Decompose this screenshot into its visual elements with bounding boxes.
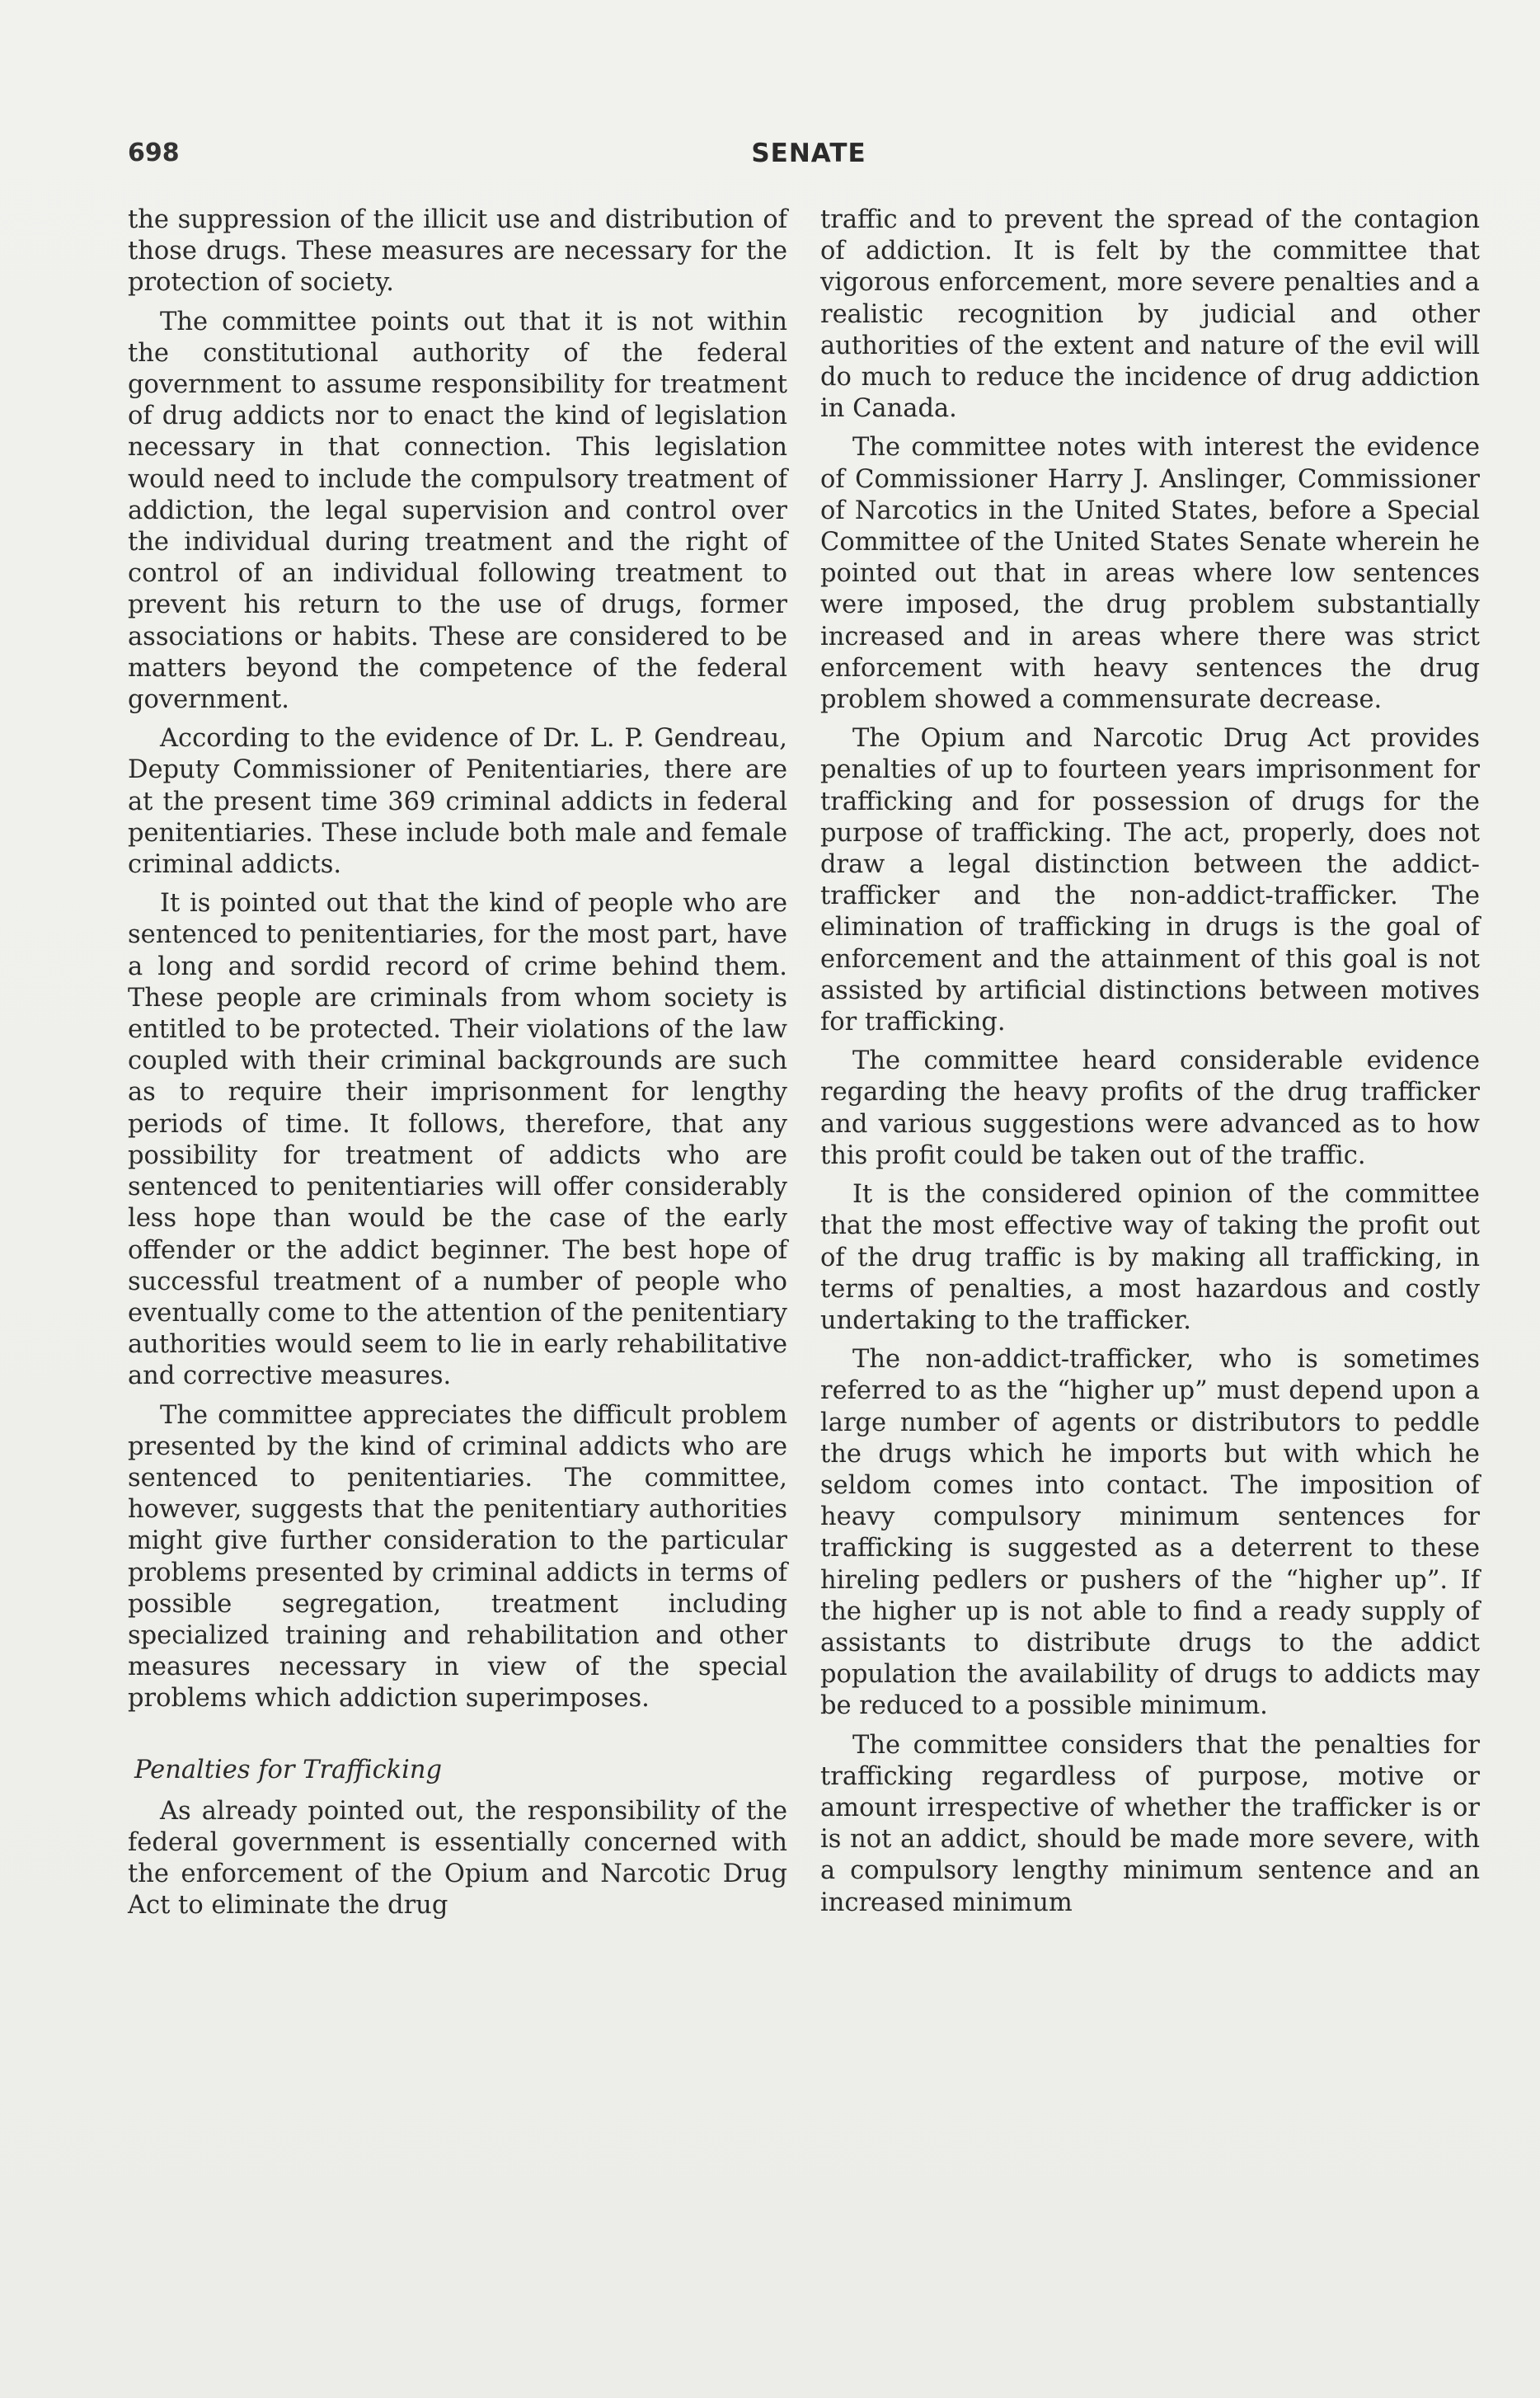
paragraph: According to the evidence of Dr. L. P. Gendreau, Deputy Commissioner of Penitentiaries, there are at the present time 369 criminal addicts in federal penitentiaries. These include both male and female criminal addicts. xyxy=(128,724,787,880)
paragraph: The committee points out that it is not within the constitutional authority of the federal government to assume responsibility for treatment of drug addicts nor to enact the kind of legislation necessary in that connection. This legislation would need to include the compulsory treatment of addiction, the legal supervision and control over the individual during treatment and the right of control of an individual following treatment to prevent his return to the use of drugs, former associations or habits. These are considered to be matters beyond the competence of the federal government. xyxy=(128,307,787,715)
paragraph: traffic and to prevent the spread of the contagion of addiction. It is felt by the committee that vigorous enforcement, more severe penalties and a realistic recognition by judicial and other authorities of the extent and nature of the evil will do much to reduce the incidence of drug addiction in Canada. xyxy=(820,205,1480,424)
paragraph: The committee heard considerable evidence regarding the heavy profits of the drug trafficker and various suggestions were advanced as to how this profit could be taken out of the traffic. xyxy=(820,1046,1480,1170)
paragraph: As already pointed out, the responsibility of the federal government is essentially concerned with the enforcement of the Opium and Narcotic Drug Act to eliminate the drug xyxy=(128,1796,787,1921)
page-header xyxy=(128,139,1490,175)
paragraph: It is pointed out that the kind of people who are sentenced to penitentiaries, for the most part, have a long and sordid record of crime behind them. These people are criminals from whom society is entitled to be protected. Their violations of the law coupled with their criminal backgrounds are such as to require their imprisonment for lengthy periods of time. It follows, therefore, that any possibility for treatment of addicts who are sentenced to penitentiaries will offer considerably less hope than would be the case of the early offender or the addict beginner. The best hope of successful treatment of a number of people who eventually come to the attention of the penitentiary authorities would seem to lie in early rehabilitative and corrective measures. xyxy=(128,889,787,1391)
section-heading: Penalties for Trafficking xyxy=(134,1755,443,1784)
page-number: 698 xyxy=(128,139,180,167)
right-column xyxy=(820,205,1480,1926)
running-head: SENATE xyxy=(751,139,866,168)
paragraph: The committee considers that the penalties for trafficking regardless of purpose, motive or amount irrespective of whether the trafficker is or is not an addict, should be made more severe, with a compulsory lengthy minimum sentence and an increased minimum xyxy=(820,1730,1480,1917)
paragraph: the suppression of the illicit use and distribution of those drugs. These measures are necessary for the protection of society. xyxy=(128,205,787,298)
paragraph: It is the considered opinion of the committee that the most effective way of taking the profit out of the drug traffic is by making all trafficking, in terms of penalties, a most hazardous and costly undertaking to the trafficker. xyxy=(820,1180,1480,1335)
left-column xyxy=(128,205,787,1929)
paragraph: The Opium and Narcotic Drug Act provides penalties of up to fourteen years imprisonment for trafficking and for possession of drugs for the purpose of trafficking. The act, properly, does not draw a legal distinction between the addict-trafficker and the non-addict-trafficker. The elimination of trafficking in drugs is the goal of enforcement and the attainment of this goal is not assisted by artificial distinctions between motives for trafficking. xyxy=(820,724,1480,1037)
paragraph: The non-addict-trafficker, who is sometimes referred to as the “higher up” must depend upon a large number of agents or distributors to peddle the drugs which he imports but with which he seldom comes into contact. The imposition of heavy compulsory minimum sentences for trafficking is suggested as a deterrent to these hireling pedlers or pushers of the “higher up”. If the higher up is not able to find a ready supply of assistants to distribute drugs to the addict population the availability of drugs to addicts may be reduced to a possible minimum. xyxy=(820,1345,1480,1721)
paragraph: The committee notes with interest the evidence of Commissioner Harry J. Anslinger, Commissioner of Narcotics in the United States, before a Special Committee of the United States Senate wherein he pointed out that in areas where low sentences were imposed, the drug problem substantially increased and in areas where there was strict enforcement with heavy sentences the drug problem showed a commensurate decrease. xyxy=(820,433,1480,715)
paragraph: The committee appreciates the difficult problem presented by the kind of criminal addicts who are sentenced to penitentiaries. The committee, however, suggests that the penitentiary authorities might give further consideration to the particular problems presented by criminal addicts in terms of possible segregation, treatment including specialized training and rehabilitation and other measures necessary in view of the special problems which addiction superimposes. xyxy=(128,1400,787,1714)
